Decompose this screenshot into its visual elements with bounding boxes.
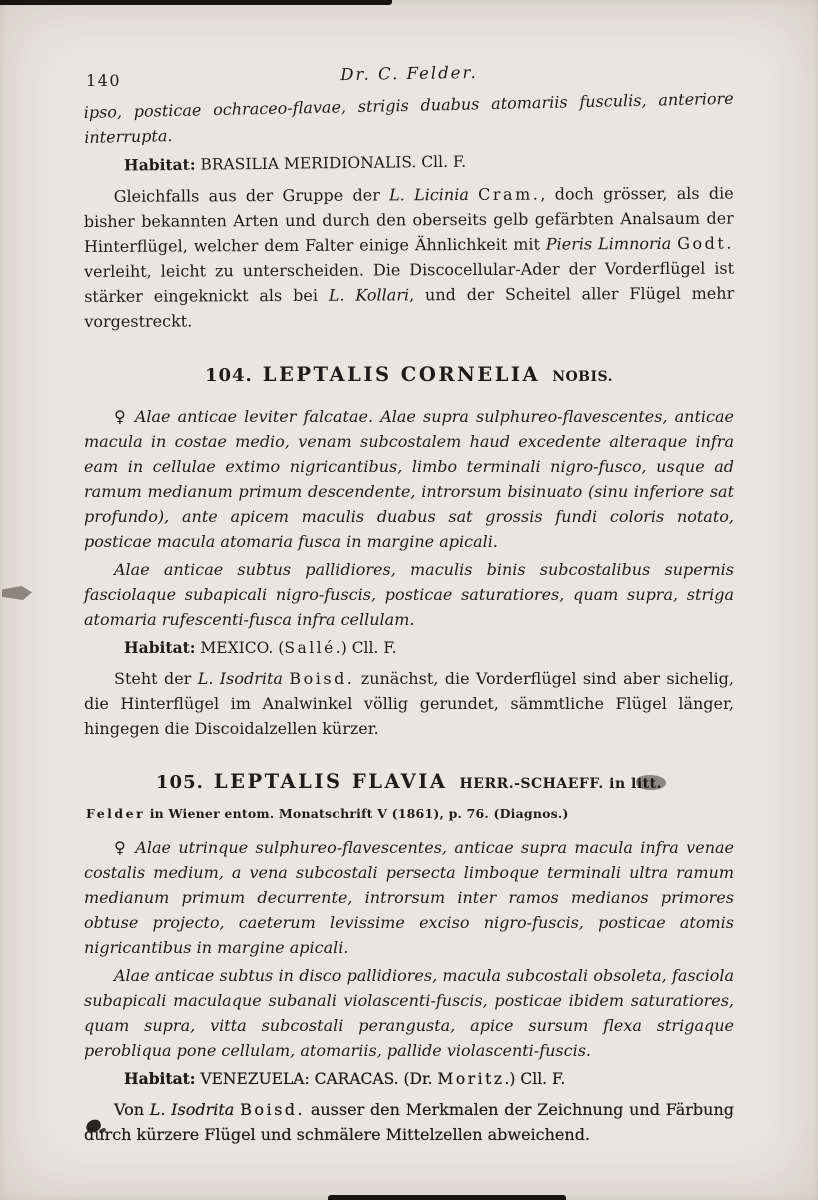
species-number: 104.: [204, 365, 253, 386]
remarks-paragraph-licinia: Gleichfalls aus der Gruppe der L. Licinia Cram., doch grösser, als die bisher bekannten Arten und durch den oberseits gelb gefärbten Analsaum der Hinterflügel, welcher dem Falter einige Ähnlichkeit mit Pieris Limnoria Godt. verleiht, leicht zu unterscheiden. Die Discocellular-Ader der Vorderflügel ist stärker eingeknickt als bei L. Kollari, und der Scheitel aller Flügel mehr vorgestreckt.: [83, 183, 735, 331]
species-heading-105: [84, 765, 734, 794]
continuation-paragraph: ipso, posticae ochraceo-flavae, strigis duabus atomariis fusculis, anteriore interrupta.: [83, 88, 734, 147]
habitat-line-venezuela: Habitat: VENEZUELA: CARACAS. (Dr. Moritz.) Cll. F.: [124, 1069, 566, 1088]
page-header: [84, 64, 734, 88]
species-author: NOBIS.: [552, 369, 614, 385]
reference-line: Felder in Wiener entom. Monatschrift V (1861), p. 76. (Diagnos.): [86, 806, 569, 821]
diagnosis-paragraph-cornelia-underside: Alae anticae subtus pallidiores, maculis binis subcostalibus supernis fasciolaque subapicali nigro-fuscis, posticae saturatiores, quam supra, striga atomaria rufescenti-fusca infra cellulam.: [84, 560, 734, 629]
diagnosis-paragraph-flavia-upperside: ♀ Alae utrinque sulphureo-flavescentes, anticae supra macula infra venae costalis medium, a vena subcostali persecta limboque terminali ultra ramum medianum primum decurrente, introrsum inter ramos medianos primores obtuse projecto, caeterum levissime exciso nigro-fuscis, posticae atomis nigricantibus in margine apicali.: [84, 838, 734, 957]
species-author: HERR.-SCHAEFF. in litt.: [459, 776, 662, 792]
habitat-line-mexico: Habitat: MEXICO. (Sallé.) Cll. F.: [124, 638, 397, 657]
remarks-paragraph-flavia: Von L. Isodrita Boisd. ausser den Merkmalen der Zeichnung und Färbung durch kürzere Flügel und schmälere Mittelzellen abweichend.: [84, 1100, 735, 1144]
diagnosis-paragraph-cornelia-upperside: ♀ Alae anticae leviter falcatae. Alae supra sulphureo-flavescentes, anticae macula in costae medio, venam subcostalem haud excedente alteraque infra eam in cellulae extimo nigricantibus, limbo terminali nigro-fusco, usque ad ramum medianum primum descendente, introrsum bisinuato (sinu inferiore sat profundo), ante apicem maculis duabus sat grossis fundi coloris notato, posticae macula atomaria fusca in margine apicali.: [84, 407, 734, 551]
diagnosis-paragraph-flavia-underside: Alae anticae subtus in disco pallidiores, macula subcostali obsoleta, fasciola subapicali maculaque subanali violascenti-fuscis, posticae ibidem saturatiores, quam supra, vitta subcostali perangusta, apice sursum flexa strigaque perobliqua pone cellulam, atomariis, pallide violascenti-fuscis.: [84, 966, 734, 1060]
species-name: LEPTALIS CORNELIA: [262, 363, 541, 386]
species-heading-104: [84, 358, 734, 387]
habitat-line-brasilia: Habitat: BRASILIA MERIDIONALIS. Cll. F.: [123, 152, 467, 175]
page-number: 140: [86, 71, 122, 90]
species-number: 105.: [156, 772, 204, 793]
ink-smudge-left-margin: [2, 586, 32, 600]
remarks-paragraph-cornelia: Steht der L. Isodrita Boisd. zunächst, die Vorderflügel sind aber sichelig, die Hinterflügel im Analwinkel völlig gerundet, sämmtliche Flügel länger, hingegen die Discoidalzellen kürzer.: [84, 669, 735, 738]
scan-edge-artifact-bottom: [328, 1195, 566, 1200]
species-name: LEPTALIS FLAVIA: [213, 770, 448, 793]
page-body: [84, 0, 734, 1150]
running-header: Dr. C. Felder.: [340, 62, 478, 85]
